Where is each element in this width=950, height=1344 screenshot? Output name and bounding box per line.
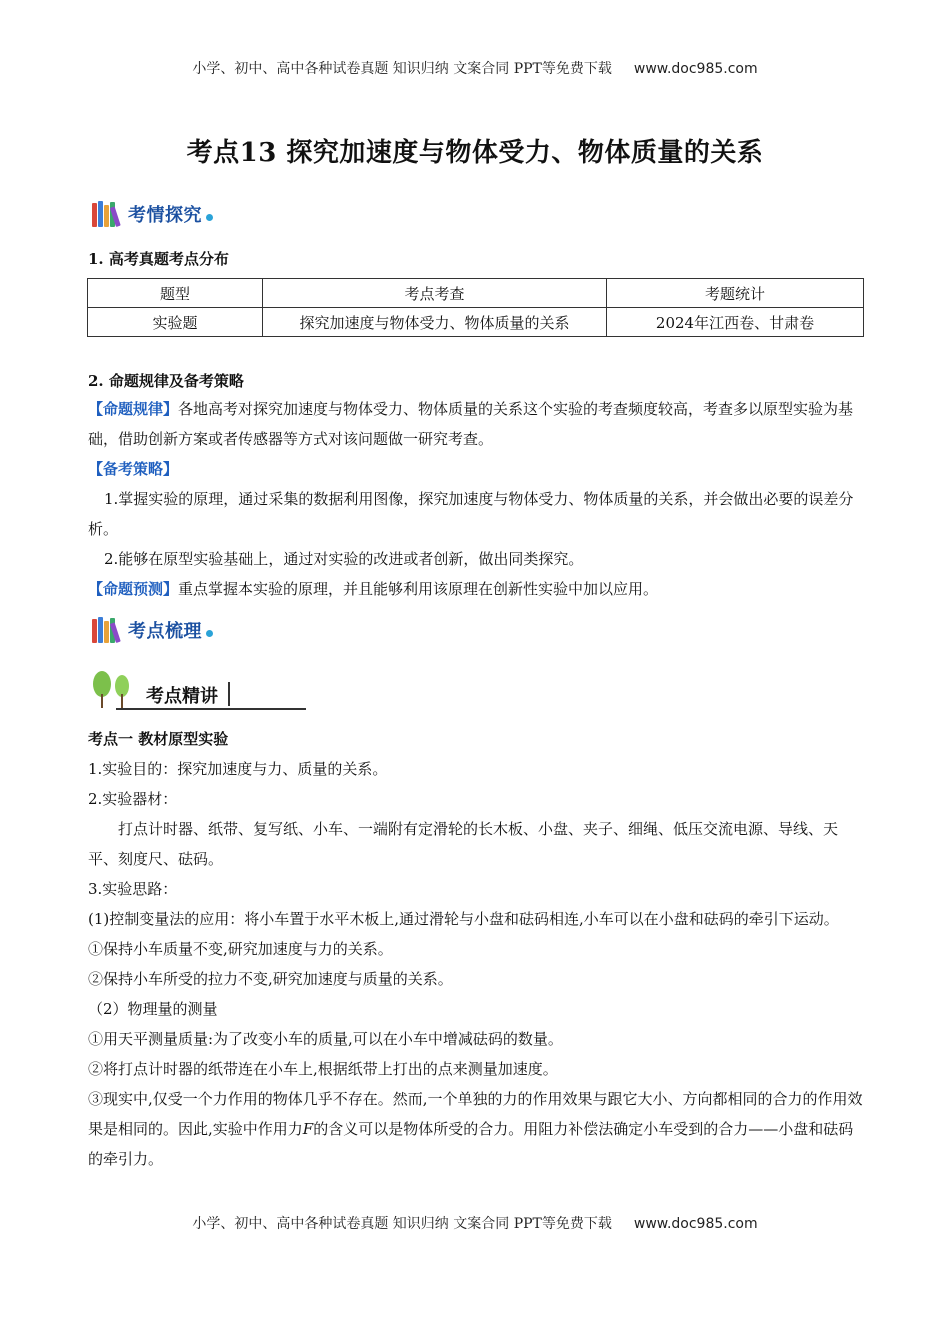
predict-text: 重点掌握本实验的原理，并且能够利用该原理在创新性实验中加以应用。	[178, 580, 659, 598]
section-heading-distribution: 1. 高考真题考点分布	[88, 250, 229, 268]
section-heading-strategy: 2. 命题规律及备考策略	[88, 372, 244, 390]
table-header-cell: 考点考查	[263, 279, 607, 308]
strategy-item-1: 1.掌握实验的原理，通过采集的数据利用图像，探究加速度与物体受力、物体质量的关系，并会做出必要的误差分析。	[88, 490, 854, 538]
table-header-row	[88, 279, 864, 308]
table-cell: 实验题	[88, 308, 263, 337]
dot-icon	[206, 630, 213, 637]
exam-distribution-table	[87, 278, 864, 337]
body-paragraph: ②将打点计时器的纸带连在小车上,根据纸带上打出的点来测量加速度。	[88, 1060, 558, 1078]
rule-text: 各地高考对探究加速度与物体受力、物体质量的关系这个实验的考查频度较高，考查多以原型实验为基础，借助创新方案或者传感器等方式对该问题做一研究考查。	[88, 400, 854, 448]
body-paragraph: ②保持小车所受的拉力不变,研究加速度与质量的关系。	[88, 970, 453, 988]
table-cell: 探究加速度与物体受力、物体质量的关系	[263, 308, 607, 337]
strategy-tag: 【备考策略】	[88, 460, 179, 478]
banner-title: 考情探究	[128, 205, 202, 226]
body-paragraph	[88, 1084, 866, 1174]
body-paragraph: （2）物理量的测量	[88, 1000, 218, 1018]
banner-detailed-points	[88, 668, 238, 714]
strategy-tag-line	[88, 454, 866, 484]
strategy-item-2: 2.能够在原型实验基础上，通过对实验的改进或者创新，做出同类探究。	[104, 550, 584, 568]
body-paragraph: (1)控制变量法的应用：将小车置于水平木板上,通过滑轮与小盘和砝码相连,小车可以在小盘和砝码的牵引下运动。	[88, 910, 839, 928]
banner-key-points	[92, 614, 213, 646]
predict-tag: 【命题预测】	[88, 580, 179, 598]
header-url[interactable]: www.doc985.com	[633, 61, 758, 77]
body-paragraph: 打点计时器、纸带、复写纸、小车、一端附有定滑轮的长木板、小盘、夹子、细绳、低压交流电源、导线、天平、刻度尺、砝码。	[88, 820, 839, 868]
divider	[116, 708, 306, 710]
banner-title: 考点精讲	[146, 686, 218, 707]
header-text: 小学、初中、高中各种试卷真题 知识归纳 文案合同 PPT等免费下载	[192, 61, 612, 77]
rule-tag: 【命题规律】	[88, 400, 179, 418]
footer-text: 小学、初中、高中各种试卷真题 知识归纳 文案合同 PPT等免费下载	[192, 1216, 612, 1232]
body-paragraph: ①保持小车质量不变,研究加速度与力的关系。	[88, 940, 393, 958]
table-header-cell: 题型	[88, 279, 263, 308]
table-row	[88, 308, 864, 337]
divider	[228, 682, 230, 706]
body-paragraph: 2.实验器材：	[88, 790, 178, 808]
trees-icon	[88, 668, 138, 710]
page-header	[0, 58, 950, 78]
predict-paragraph	[88, 574, 866, 604]
subsection-heading: 考点一 教材原型实验	[88, 730, 229, 748]
books-icon	[92, 617, 122, 643]
body-paragraph: 1.实验目的：探究加速度与力、质量的关系。	[88, 760, 388, 778]
variable-f: F	[302, 1120, 314, 1138]
main-content	[88, 724, 866, 1174]
table-header-cell: 考题统计	[607, 279, 864, 308]
banner-exam-analysis	[92, 198, 213, 230]
body-text: 的含义可以是物体所受的合力。用阻力补偿法确定小车受到的合力——小盘和砝码的牵引力。	[88, 1120, 854, 1168]
body-text: ③现实中,仅受一个力作用的物体几乎不存在。然而,一个单独的力的作用效果与跟它大小、方向都相同的合力的作用效果是相同的。因此,实验中作用力	[88, 1090, 863, 1138]
rule-paragraph	[88, 394, 866, 454]
body-paragraph: ①用天平测量质量:为了改变小车的质量,可以在小车中增减砝码的数量。	[88, 1030, 563, 1048]
page-title: 考点13 探究加速度与物体受力、物体质量的关系	[186, 138, 764, 168]
books-icon	[92, 201, 122, 227]
dot-icon	[206, 214, 213, 221]
table-cell: 2024年江西卷、甘肃卷	[607, 308, 864, 337]
footer-url[interactable]: www.doc985.com	[633, 1216, 758, 1232]
page-footer	[0, 1213, 950, 1233]
banner-title: 考点梳理	[128, 621, 202, 642]
body-paragraph: 3.实验思路：	[88, 880, 178, 898]
